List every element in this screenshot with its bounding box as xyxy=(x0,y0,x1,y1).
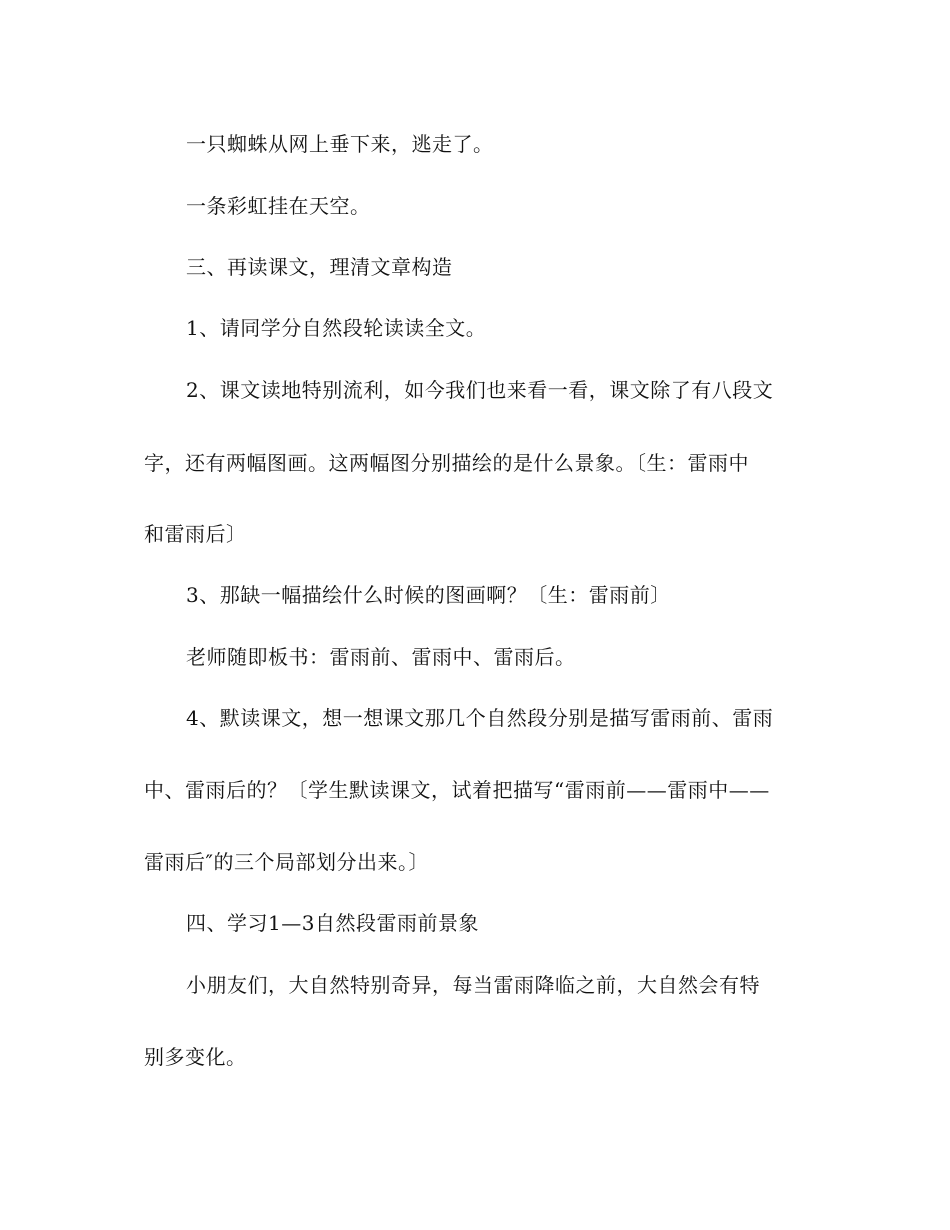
step-1: 1、请同学分自然段轮读读全文。 xyxy=(186,316,487,340)
step-4-line-1: 4、默读课文，想一想课文那几个自然段分别是描写雷雨前、雷雨 xyxy=(186,706,774,730)
step-2-line-3: 和雷雨后〕 xyxy=(144,522,247,546)
section-heading-3: 三、再读课文，理清文章构造 xyxy=(186,255,453,279)
paragraph-rainbow: 一条彩虹挂在天空。 xyxy=(186,194,371,218)
step-3: 3、那缺一幅描绘什么时候的图画啊？〔生：雷雨前〕 xyxy=(186,583,671,607)
teacher-board-note: 老师随即板书：雷雨前、雷雨中、雷雨后。 xyxy=(186,645,576,669)
step-4-line-2: 中、雷雨后的？〔学生默读课文，试着把描写“雷雨前——雷雨中—— xyxy=(144,778,770,802)
intro-line-1: 小朋友们，大自然特别奇异，每当雷雨降临之前，大自然会有特 xyxy=(186,973,760,997)
intro-line-2: 别多变化。 xyxy=(144,1045,247,1069)
step-4-line-3: 雷雨后″的三个局部划分出来。〕 xyxy=(144,850,429,874)
paragraph-spider: 一只蜘蛛从网上垂下来，逃走了。 xyxy=(186,132,494,156)
step-2-line-2: 字，还有两幅图画。这两幅图分别描绘的是什么景象。〔生：雷雨中 xyxy=(144,451,749,475)
step-2-line-1: 2、课文读地特别流利，如今我们也来看一看，课文除了有八段文 xyxy=(186,378,774,402)
section-heading-4: 四、学习1—3自然段雷雨前景象 xyxy=(186,911,479,935)
